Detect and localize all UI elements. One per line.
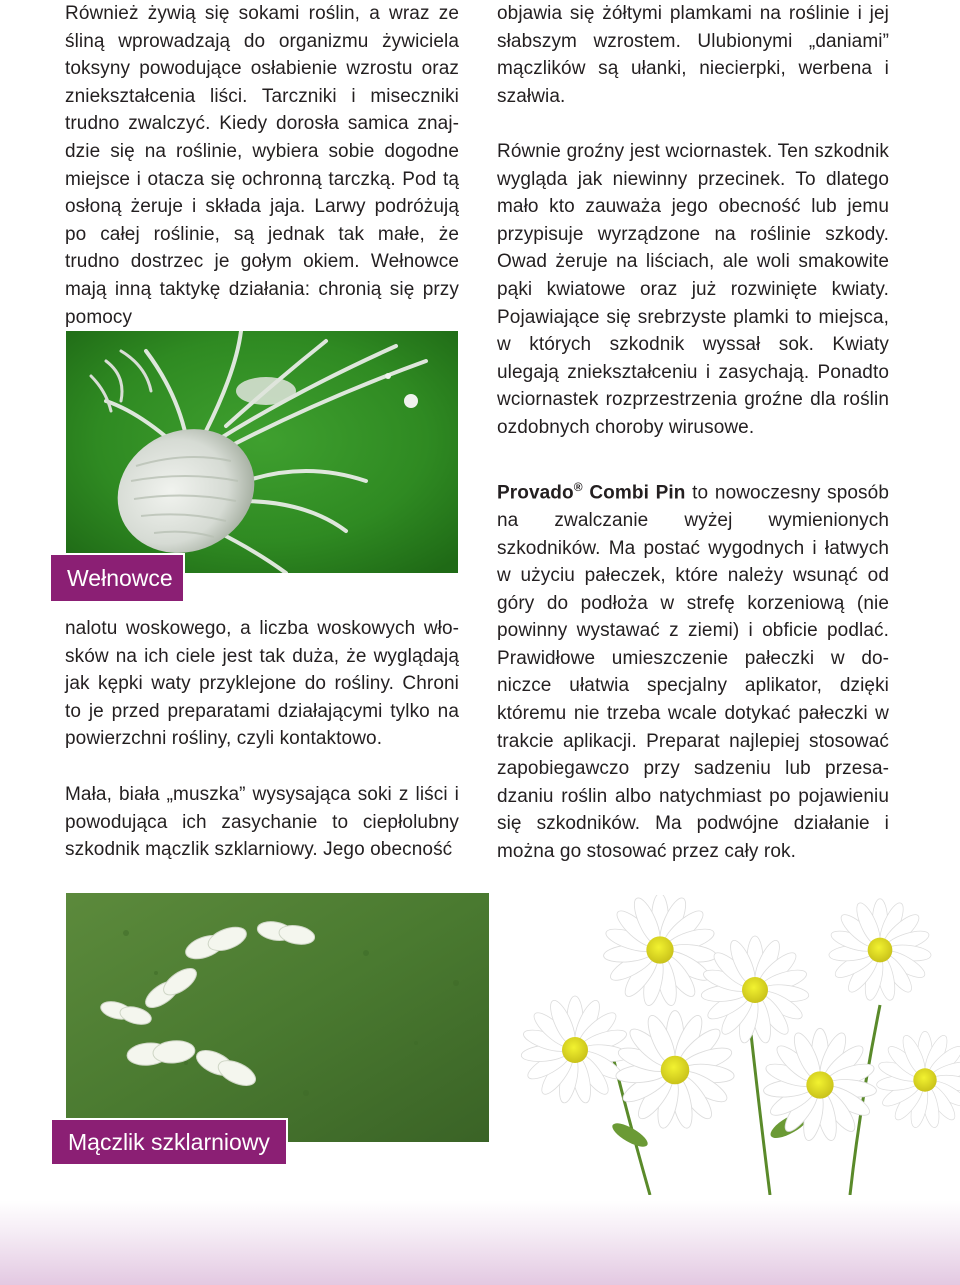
product-name: Provado	[497, 482, 574, 504]
caption-whitefly: Mączlik szklarniowy	[50, 1118, 288, 1166]
caption-mealybug: Wełnowce	[49, 553, 185, 603]
left-paragraph-3: Mała, biała „muszka” wysysająca soki z liści i powodująca ich zasychanie to ciepłolubny szkodnik mączlik szklarniowy. Jego obecność	[65, 784, 459, 861]
right-paragraph-3	[497, 474, 889, 866]
right-paragraph-1: objawia się żółtymi plamkami na roślinie i jej słabszym wzrostem. Ulubionymi „daniami” mączlików są ułanki, niecierpki, werbena i szałwia.	[497, 3, 889, 107]
daisy-flowers-illustration	[520, 895, 960, 1195]
left-paragraph-1: Również żywią się sokami roślin, a wraz ze śliną wprowadzają do organizmu żywiciela toksyny powodujące osłabienie wzrostu oraz zniekształcenia liści. Tarczniki i miseczniki trudno zwalczyć. Kiedy dorosła samica znajdzie się na roślinie, wybiera sobie dogodne miejsce i otacza się ochronną tarczką. Pod tą osłoną żeruje i składa jaja. Larwy podróżują po całej roślinie, są jednak tak małe, że trudno dostrzec je gołym okiem. Wełnowce mają inną taktykę działania: chronią się przy pomocy	[65, 3, 459, 328]
mealybug-photo	[66, 331, 458, 573]
whitefly-photo	[66, 893, 489, 1142]
decorative-bottom-band	[0, 1200, 960, 1285]
registered-mark: ®	[573, 480, 583, 494]
mealybug-illustration	[66, 331, 458, 573]
whitefly-illustration	[66, 893, 489, 1142]
daisies-photo	[520, 895, 960, 1195]
right-paragraph-2: Równie groźny jest wciornastek. Ten szkodnik wygląda jak niewinny przecinek. To dlatego mało kto zauważa jego obecność lub jemu przypisuje wyrządzone na roślinie szkody. Owad żeruje na liściach, ale woli smakowite pąki kwiatowe oraz już rozwinięte kwiaty. Pojawiające się srebrzyste plamki to miejsca, w których szkodnik wyssał sok. Kwiaty ulegają zniekształceniu i zasychają. Ponadto wciornastek rozprzestrzenia groźne dla roślin ozdobnych choroby wirusowe.	[497, 141, 889, 438]
left-paragraph-2: nalotu woskowego, a liczba woskowych włosków na ich ciele jest tak duża, że wyglądają jak kępki waty przyklejone do rośliny. Chroni to je przed preparatami działającymi tylko na powierzchni rośliny, czyli kontaktowo.	[65, 618, 459, 750]
product-description: to nowoczesny sposób na zwalczanie wyżej wymienionych szkodników. Ma postać wygodnych i łatwych w użyciu pałeczek, które należy wsunąć od góry do podłoża w strefę korzeniową (nie powinny wystawać z ziemi) i obficie podlać. Prawidłowe umieszczenie pałeczki w doniczce ułatwia specjalny aplikator, dzięki któremu nie trzeba wcale dotykać pałeczki w trakcie aplikacji. Preparat najlepiej stosować zapobiegawczo przy sadzeniu lub przesadzaniu roślin albo natychmiast po pojawieniu się szkodników. Ma podwójne działanie i można go stosować przez cały rok.	[497, 482, 889, 863]
product-name-suffix: Combi Pin	[589, 482, 686, 504]
